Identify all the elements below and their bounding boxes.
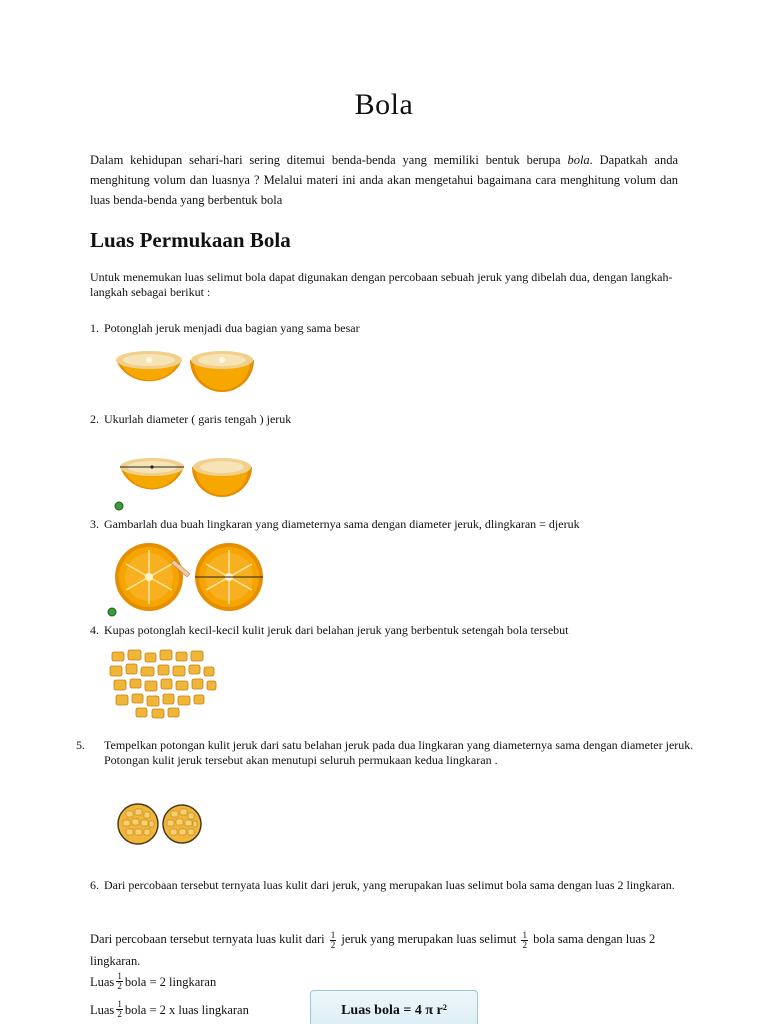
step-number: 2. (90, 412, 99, 426)
intro-italic-word: bola (567, 153, 590, 167)
orange-half-right (192, 458, 252, 497)
step-text: Ukurlah diameter ( garis tengah ) jeruk (104, 412, 292, 426)
step-1 (90, 321, 710, 336)
fraction-half (521, 931, 528, 950)
lead-paragraph: Untuk menemukan luas selimut bola dapat digunakan dengan percobaan sebuah jeruk yang dibelah dua, dengan langkah-langkah sebagai berikut : (90, 270, 673, 299)
section-heading: Luas Permukaan Bola (90, 228, 291, 252)
fraction-denominator: 2 (330, 939, 336, 950)
fraction-numerator: 1 (117, 999, 122, 1009)
peel-covered-circles-image (116, 802, 206, 846)
equation-rhs: bola = 2 lingkaran (124, 974, 217, 989)
fraction-denominator: 2 (117, 981, 122, 991)
fraction-denominator: 2 (117, 1009, 122, 1019)
orange-slice-left (115, 543, 183, 611)
intro-paragraph (90, 150, 678, 210)
equation-lhs: Luas (90, 974, 115, 989)
halved-oranges-image (112, 348, 262, 398)
equation-2 (90, 1000, 249, 1019)
conclusion-paragraph (90, 928, 660, 972)
conclusion-text-1: Dari percobaan tersebut ternyata luas kulit dari (90, 932, 328, 946)
peel-circle-right (163, 805, 201, 843)
step-text: Potonglah jeruk menjadi dua bagian yang sama besar (104, 321, 360, 335)
peel-pieces-image (108, 648, 220, 720)
step-6 (90, 878, 710, 893)
step-text: Gambarlah dua buah lingkaran yang diameternya sama dengan diameter jeruk, dlingkaran = djeruk (104, 517, 580, 531)
fraction-half (116, 1000, 123, 1019)
step-3 (90, 517, 710, 532)
step-5 (76, 738, 710, 768)
fraction-numerator: 1 (117, 971, 122, 981)
conclusion-text-2: jeruk yang merupakan luas selimut (338, 932, 520, 946)
equation-rhs: bola = 2 x luas lingkaran (124, 1002, 249, 1017)
orange-half-measured (120, 458, 184, 490)
equation-1 (90, 972, 216, 991)
step-text: Dari percobaan tersebut ternyata luas kulit dari jeruk, yang merupakan luas selimut bola sama dengan luas 2 lingkaran. (104, 878, 675, 892)
fraction-half (330, 931, 337, 950)
step-4 (90, 623, 710, 638)
step-2 (90, 412, 710, 427)
formula-text: Luas bola = 4 π r² (341, 1003, 447, 1018)
step-number: 3. (90, 517, 99, 531)
orange-circles-image (104, 540, 274, 618)
peel-circle-left (118, 804, 158, 844)
page-title: Bola (354, 88, 414, 121)
step-number: 4. (90, 623, 99, 637)
measured-oranges-image (112, 455, 262, 511)
fraction-numerator: 1 (522, 929, 527, 940)
bullet-dot-icon (115, 502, 123, 510)
fraction-numerator: 1 (330, 929, 336, 940)
orange-half-right (190, 351, 254, 392)
conclusion-text-3: bola sama dengan luas 2 lingkaran. (90, 932, 656, 968)
equation-lhs: Luas (90, 1002, 115, 1017)
intro-text-1: Dalam kehidupan sehari-hari sering ditemui benda-benda yang memiliki bentuk berupa (90, 153, 568, 167)
step-text: Tempelkan potongan kulit jeruk dari satu belahan jeruk pada dua lingkaran yang diameternya sama dengan diameter jeruk. Potongan kulit jeruk tersebut akan menutupi seluruh permukaan kedua lingkaran . (104, 738, 694, 767)
step-number: 1. (90, 321, 99, 335)
bullet-dot-icon (108, 608, 116, 616)
fraction-denominator: 2 (522, 939, 527, 950)
formula-box (310, 990, 478, 1024)
step-number: 6. (90, 878, 99, 892)
step-number: 5. (76, 738, 85, 752)
orange-half-left (116, 351, 182, 381)
orange-slice-right (195, 543, 263, 611)
step-text: Kupas potonglah kecil-kecil kulit jeruk dari belahan jeruk yang berbentuk setengah bola tersebut (104, 623, 569, 637)
intro-text-2: . Dapatkah anda menghitung volum dan luasnya ? Melalui materi ini anda akan mengetahui bagaimana cara menghitung volum dan luas benda-benda yang berbentuk bola (90, 153, 678, 207)
fraction-half (116, 972, 123, 991)
